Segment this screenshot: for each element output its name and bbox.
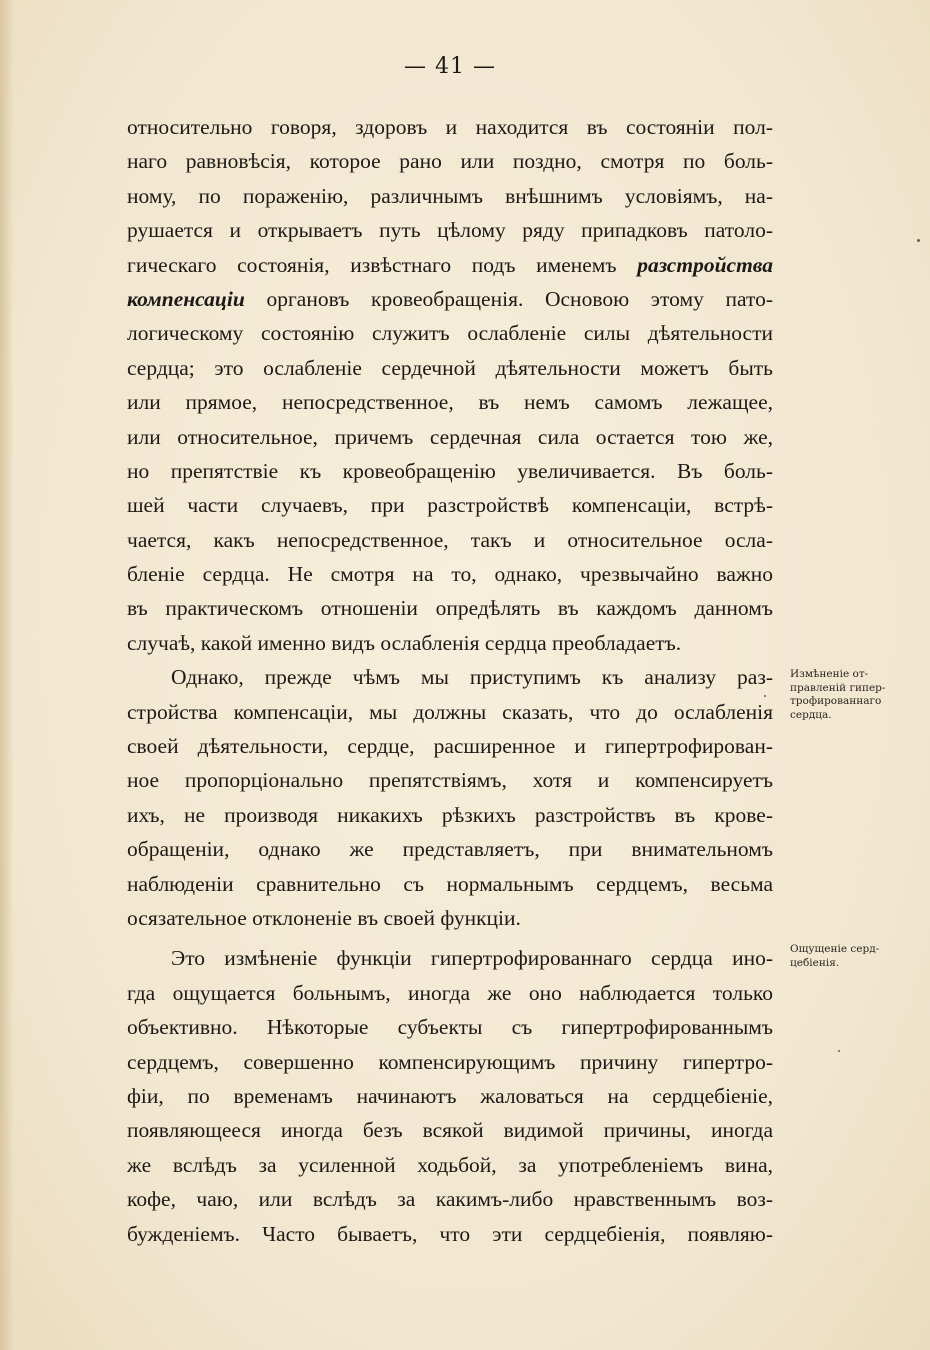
margin-note-line: Ощущенiе серд-: [790, 943, 880, 955]
text-line: объективно. Нѣкоторые субъекты съ гипертрофированнымъ: [127, 1015, 773, 1040]
text-line: бужденiемъ. Часто бываетъ, что эти сердцебiенiя, появляю-: [127, 1221, 773, 1246]
margin-note-heart-changes: [790, 668, 910, 722]
text-line: бленiе сердца. Не смотря на то, однако, чрезвычайно важно: [127, 562, 773, 587]
text-line: [127, 248, 773, 282]
italic-term: разстройства: [637, 252, 774, 277]
text-line: чается, какъ непосредственное, такъ и относительное осла-: [127, 527, 773, 552]
text-line: сердцемъ, совершенно компенсирующимъ причину гипертро-: [127, 1049, 773, 1074]
text-line: Это измѣненiе функцiи гипертрофированнаго сердца ино-: [171, 946, 773, 971]
margin-note-line: сердца.: [790, 708, 832, 721]
page-number: — 41 —: [404, 54, 496, 79]
text-line: кофе, чаю, или вслѣдъ за какимъ-либо нравственнымъ воз-: [127, 1187, 773, 1212]
text-line: фiи, по временамъ начинаютъ жаловаться на сердцебiенiе,: [127, 1083, 773, 1108]
margin-note-line: цебiенiя.: [790, 956, 840, 969]
text-run: гическаго состоянiя, извѣстнаго подъ именемъ: [127, 252, 617, 277]
text-line: обращенiи, однако же представляетъ, при внимательномъ: [127, 837, 773, 862]
text-line: появляющееся иногда безъ всякой видимой причины, иногда: [127, 1118, 773, 1143]
text-line: стройства компенсацiи, мы должны сказать, что до ослабленiя: [127, 699, 773, 724]
text-line: ихъ, не производя никакихъ рѣзкихъ разстройствъ въ крове-: [127, 802, 773, 827]
margin-note-line: правленiй гипер-: [790, 681, 886, 694]
text-line: или относительное, причемъ сердечная сила остается тою же,: [127, 424, 773, 449]
italic-term: компенсацiи: [127, 286, 245, 311]
text-line: Однако, прежде чѣмъ мы приступимъ къ анализу раз-: [171, 665, 773, 690]
text-line: своей дѣятельности, сердце, расширенное и гипертрофирован-: [127, 734, 773, 759]
margin-note-palpitation: [790, 943, 910, 970]
text-line: относительно говоря, здоровъ и находится въ состоянiи пол-: [127, 115, 773, 139]
text-line: въ практическомъ отношенiи опредѣлять въ каждомъ данномъ: [127, 596, 773, 621]
paper-speck: [764, 695, 766, 697]
text-line: ное пропорцiонально препятствiямъ, хотя и компенсируетъ: [127, 768, 773, 793]
text-line: гда ощущается больнымъ, иногда же оно наблюдается только: [127, 980, 773, 1005]
text-line: случаѣ, какой именно видъ ослабленiя сердца преобладаетъ.: [127, 630, 682, 655]
text-line: ному, по пораженiю, различнымъ внѣшнимъ условiямъ, на-: [127, 183, 773, 208]
text-line: или прямое, непосредственное, въ немъ самомъ лежащее,: [127, 390, 773, 415]
paper-speck: [917, 239, 920, 242]
text-line: логическому состоянiю служитъ ослабленiе силы дѣятельности: [127, 321, 773, 346]
text-run: органовъ кровеобращенiя. Основою этому пато-: [266, 286, 774, 311]
text-line: осязательное отклоненiе въ своей функцiи.: [127, 905, 521, 930]
text-line: сердца; это ослабленiе сердечной дѣятельности можетъ быть: [127, 355, 773, 380]
main-text: [127, 110, 773, 1251]
text-line: же вслѣдъ за усиленной ходьбой, за употребленiемъ вина,: [127, 1152, 773, 1177]
text-line: рушается и открываетъ путь цѣлому ряду припадковъ патоло-: [127, 218, 773, 243]
text-line: но препятствiе къ кровеобращенiю увеличивается. Въ боль-: [127, 458, 773, 483]
text-line: [127, 282, 773, 316]
page-edge-shadow: [0, 0, 14, 1350]
margin-note-line: трофированнаго: [790, 695, 882, 707]
text-line: наблюденiи сравнительно съ нормальнымъ сердцемъ, весьма: [127, 871, 773, 896]
text-line: наго равновѣсiя, которое рано или поздно, смотря по боль-: [127, 149, 773, 174]
paper-speck: [838, 1050, 840, 1052]
text-line: шей части случаевъ, при разстройствѣ компенсацiи, встрѣ-: [127, 493, 773, 518]
margin-note-line: Измѣненiе от-: [790, 668, 869, 680]
